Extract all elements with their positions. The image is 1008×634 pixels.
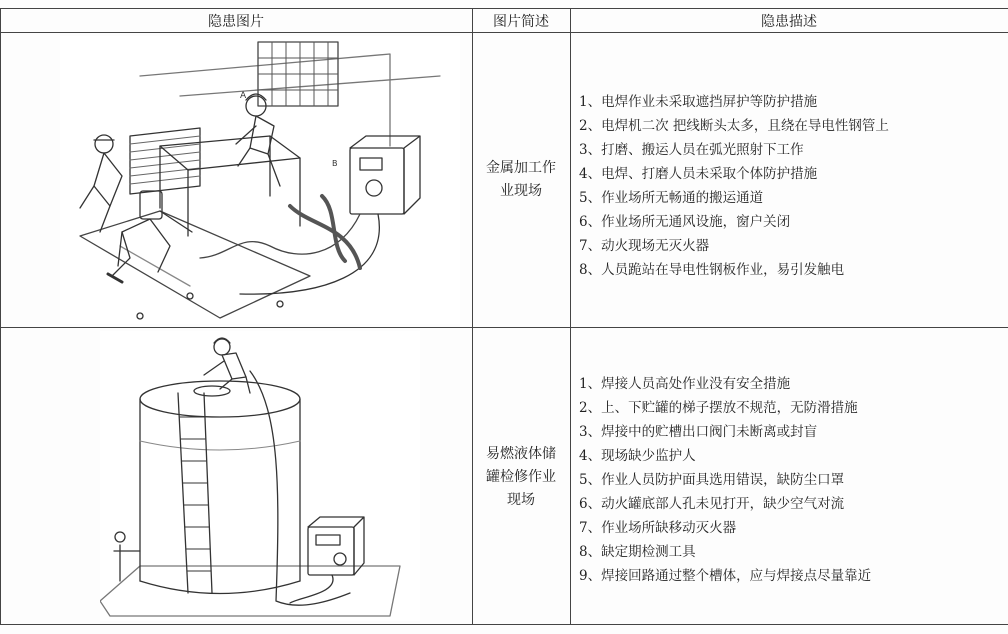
row2-hazard-4: 4、现场缺少监护人 [579, 448, 696, 464]
row1-brief [472, 140, 570, 220]
svg-text:A: A [240, 91, 247, 101]
row1-hazard-3: 3、打磨、搬运人员在弧光照射下工作 [579, 142, 804, 158]
row1-hazard-2: 2、电焊机二次 把线断头太多，且绕在导电性钢管上 [579, 118, 889, 134]
row2-hazard-9: 9、焊接回路通过整个槽体，应与焊接点尽量靠近 [579, 568, 872, 584]
row2-hazard-1: 1、焊接人员高处作业没有安全措施 [579, 376, 791, 392]
column-divider-image-brief [472, 8, 473, 625]
row2-hazard-7: 7、作业场所缺移动灭火器 [579, 520, 737, 536]
row2-hazard-6: 6、动火罐底部人孔未见打开，缺少空气对流 [579, 496, 845, 512]
row2-hazard-5: 5、作业人员防护面具选用错误，缺防尘口罩 [579, 472, 845, 488]
table-bottom-border [0, 624, 1008, 625]
row1-hazard-8: 8、人员跪站在导电性钢板作业，易引发触电 [579, 262, 845, 278]
row1-hazard-4: 4、电焊、打磨人员未采取个体防护措施 [579, 166, 818, 182]
column-divider-brief-desc [570, 8, 571, 625]
tank-welding-illustration [100, 331, 420, 621]
row1-brief-text: 金属加工作业现场 [486, 160, 556, 199]
row1-hazard-7: 7、动火现场无灭火器 [579, 238, 710, 254]
row2-brief-text: 易燃液体储罐检修作业现场 [486, 445, 556, 508]
row2-hazard-2: 2、上、下贮罐的梯子摆放不规范，无防滑措施 [579, 400, 858, 416]
row2-hazard-3: 3、焊接中的贮槽出口阀门未断离或封盲 [579, 424, 818, 440]
header-brief: 图片简述 [493, 13, 549, 30]
header-image: 隐患图片 [208, 13, 264, 30]
row1-hazard-1: 1、电焊作业未采取遮挡屏护等防护措施 [579, 94, 818, 110]
header-bottom-border [0, 32, 1008, 33]
row-divider [0, 327, 1008, 328]
metal-welding-workshop-illustration [60, 36, 460, 324]
row2-hazard-list [579, 372, 871, 588]
svg-text:B: B [332, 159, 338, 168]
row1-hazard-5: 5、作业场所无畅通的搬运通道 [579, 190, 764, 206]
column-divider-left [0, 8, 1, 625]
row2-hazard-8: 8、缺定期检测工具 [579, 544, 696, 560]
row1-hazard-list [579, 90, 889, 282]
row2-brief [472, 432, 570, 522]
row1-hazard-6: 6、作业场所无通风设施，窗户关闭 [579, 214, 791, 230]
header-desc: 隐患描述 [761, 13, 817, 30]
